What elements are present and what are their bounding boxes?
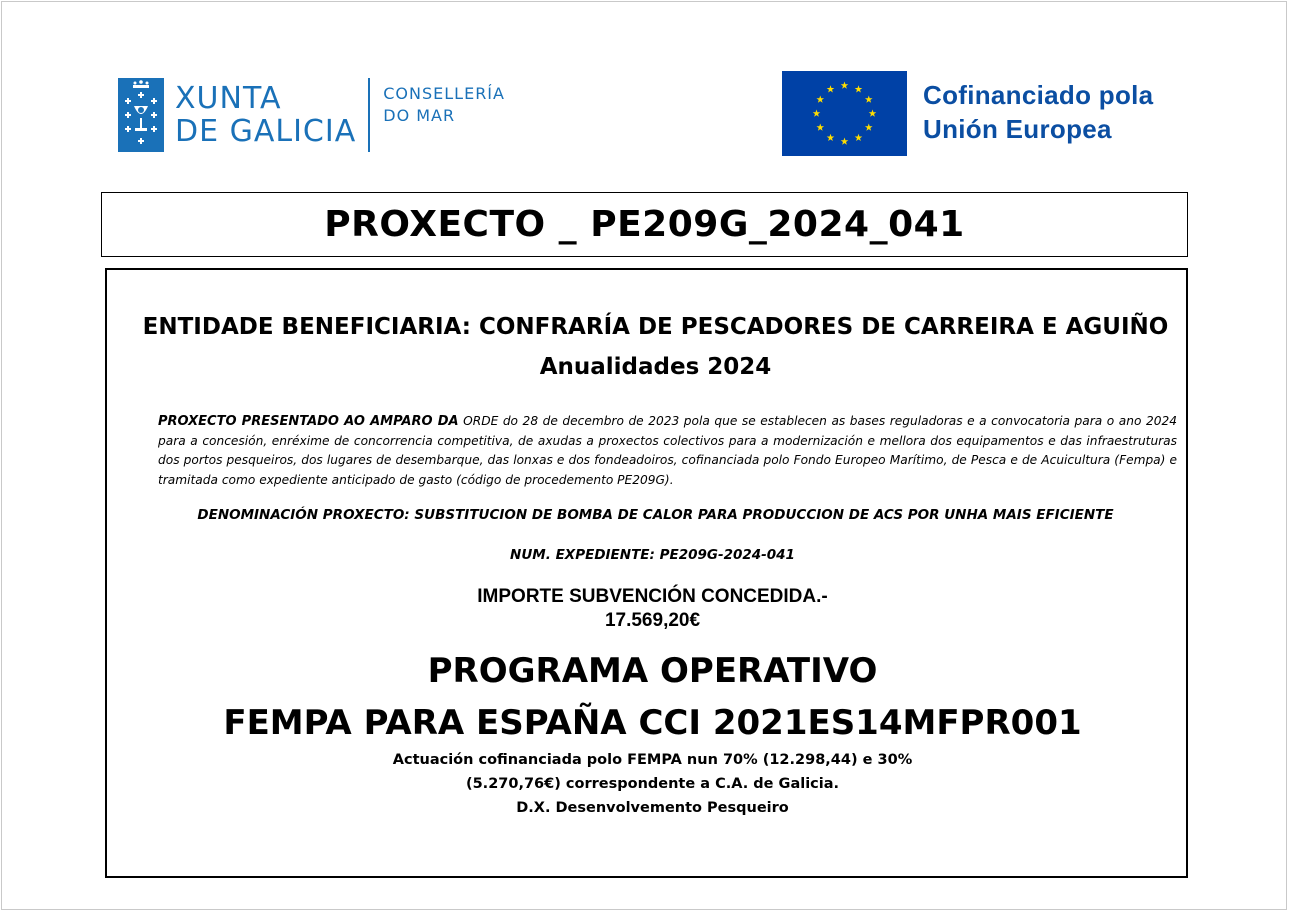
operational-programme-heading: PROGRAMA OPERATIVO: [427, 651, 878, 691]
eu-star-icon: [869, 110, 877, 117]
eu-star-icon: [816, 124, 824, 131]
eu-star-icon: [865, 96, 873, 103]
legal-basis-body: ORDE do 28 de decembro de 2023 pola que se establecen as bases reguladoras e a convocatoria para o ano 2024 para a concesión, enréxime de concorrencia competitiva, de axudas a proxectos colectivos para a modernización e mellora dos equipamentos e das infraestruturas dos portos pesqueiros, dos lugares de desembarque, das lonxas e dos fondeadoiros, cofinanciada polo Fondo Europeo Marítimo, de Pesca e de Acuicultura (Fempa) e tramitada como expediente anticipado de gasto (código de procedemento PE209G).: [158, 414, 1177, 487]
eu-star-icon: [813, 110, 821, 117]
conselleria-label: [383, 68, 505, 142]
directorate-line: D.X. Desenvolvemento Pesqueiro: [516, 800, 789, 816]
eu-star-icon: [841, 82, 849, 89]
project-title-box: [101, 192, 1188, 257]
galicia-coat-of-arms-icon: [118, 78, 164, 152]
eu-star-icon: [855, 85, 863, 92]
conselleria-line-1: CONSELLERÍA: [383, 84, 505, 103]
xunta-line-2: DE GALICIA: [175, 114, 357, 149]
eu-star-icon: [841, 138, 849, 145]
project-name: DENOMINACIÓN PROXECTO: SUBSTITUCION DE BOMBA DE CALOR PARA PRODUCCION DE ACS POR UNHA MAIS EFICIENTE: [197, 507, 1114, 523]
xunta-wordmark: [175, 82, 356, 148]
eu-line-1: Cofinanciado pola: [923, 80, 1154, 110]
eu-line-2: Unión Europea: [923, 114, 1112, 144]
eu-star-icon: [816, 96, 824, 103]
eu-flag-icon: [782, 71, 907, 156]
conselleria-line-2: DO MAR: [383, 106, 456, 125]
file-number: NUM. EXPEDIENTE: PE209G-2024-041: [510, 547, 795, 563]
grant-amount-value: 17.569,20€: [604, 610, 701, 631]
eu-star-icon: [855, 134, 863, 141]
project-details-box: [105, 268, 1188, 878]
eu-cofinancing-text: [923, 78, 1153, 146]
legal-basis-paragraph: [158, 412, 1177, 490]
fempa-programme-heading: FEMPA PARA ESPAÑA CCI 2021ES14MFPR001: [223, 703, 1082, 743]
annuity-heading: Anualidades 2024: [539, 354, 772, 380]
grant-amount-label: IMPORTE SUBVENCIÓN CONCEDIDA.-: [477, 586, 828, 607]
eu-star-icon: [865, 124, 873, 131]
xunta-logo: [118, 78, 505, 152]
beneficiary-heading: ENTIDADE BENEFICIARIA: CONFRARÍA DE PESCADORES DE CARREIRA E AGUIÑO: [142, 314, 1169, 340]
xunta-line-1: XUNTA: [175, 81, 282, 116]
cofinancing-line-1: Actuación cofinanciada polo FEMPA nun 70% (12.298,44) e 30%: [392, 752, 913, 768]
legal-basis-lead: PROXECTO PRESENTADO AO AMPARO DA: [158, 414, 459, 429]
logo-divider: [368, 78, 370, 152]
eu-star-icon: [827, 85, 835, 92]
eu-star-icon: [827, 134, 835, 141]
cofinancing-line-2: (5.270,76€) correspondente a C.A. de Galicia.: [465, 776, 840, 792]
project-title: PROXECTO _ PE209G_2024_041: [324, 204, 965, 245]
